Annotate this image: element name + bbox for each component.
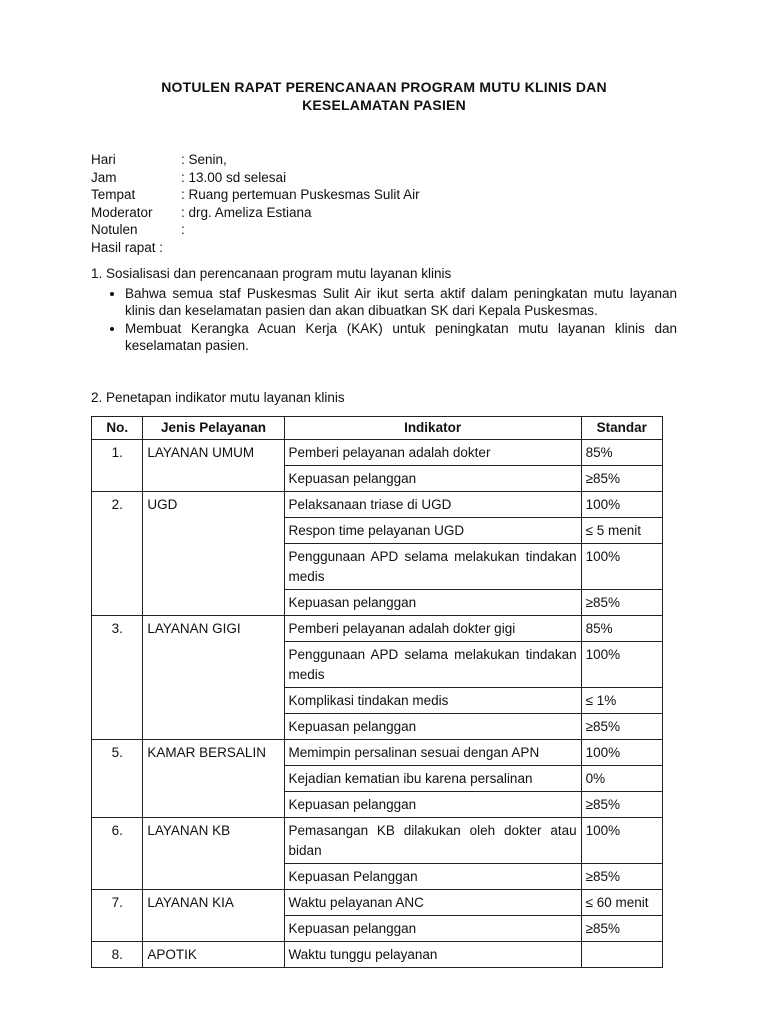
meeting-info xyxy=(91,151,420,256)
info-label: Jam xyxy=(91,169,117,185)
row-jenis: LAYANAN KIA xyxy=(143,890,284,942)
row-standar: 100% xyxy=(581,544,662,590)
row-standar: 85% xyxy=(581,616,662,642)
row-standar: ≥85% xyxy=(581,916,662,942)
header-indikator: Indikator xyxy=(284,417,581,440)
table-row xyxy=(92,740,663,766)
row-indikator: Kepuasan pelanggan xyxy=(284,792,581,818)
row-indikator: Kejadian kematian ibu karena persalinan xyxy=(284,766,581,792)
row-indikator: Kepuasan pelanggan xyxy=(284,916,581,942)
bullet-item: • Bahwa semua staf Puskesmas Sulit Air ikut serta aktif dalam peningkatan mutu layanan klinis dan keselamatan pasien dan akan dibuatkan SK dari Kepala Puskesmas. xyxy=(125,285,677,320)
table-row xyxy=(92,616,663,642)
row-jenis: LAYANAN UMUM xyxy=(143,440,284,492)
row-indikator: Respon time pelayanan UGD xyxy=(284,518,581,544)
row-standar xyxy=(581,942,662,968)
info-value: : drg. Ameliza Estiana xyxy=(181,204,312,220)
row-standar: ≥85% xyxy=(581,590,662,616)
row-jenis: LAYANAN GIGI xyxy=(143,616,284,740)
info-label: Tempat xyxy=(91,187,136,202)
row-standar: ≥85% xyxy=(581,466,662,492)
section-1 xyxy=(91,265,677,355)
row-no: 1. xyxy=(92,440,143,492)
row-jenis: UGD xyxy=(143,492,284,616)
indicator-table xyxy=(91,416,663,968)
title-line-1: NOTULEN RAPAT PERENCANAAN PROGRAM MUTU KLINIS DAN xyxy=(161,79,607,95)
row-no: 6. xyxy=(92,818,143,890)
table-row xyxy=(92,942,663,968)
info-value: : xyxy=(181,222,185,237)
row-indikator: Pemasangan KB dilakukan oleh dokter atau bidan xyxy=(284,818,581,864)
row-indikator: Waktu pelayanan ANC xyxy=(284,890,581,916)
row-no: 5. xyxy=(92,740,143,818)
section-1-heading: 1. Sosialisasi dan perencanaan program mutu layanan klinis xyxy=(91,266,452,281)
header-no: No. xyxy=(92,417,143,440)
row-standar: 85% xyxy=(581,440,662,466)
table-row xyxy=(92,818,663,864)
row-indikator: Penggunaan APD selama melakukan tindakan medis xyxy=(284,544,581,590)
header-standar: Standar xyxy=(581,417,662,440)
row-standar: ≥85% xyxy=(581,714,662,740)
row-indikator: Kepuasan Pelanggan xyxy=(284,864,581,890)
row-indikator: Kepuasan pelanggan xyxy=(284,466,581,492)
row-standar: 100% xyxy=(581,740,662,766)
table-row xyxy=(92,492,663,518)
row-indikator: Komplikasi tindakan medis xyxy=(284,688,581,714)
row-indikator: Pelaksanaan triase di UGD xyxy=(284,492,581,518)
section-1-bullets xyxy=(91,285,677,355)
row-no: 3. xyxy=(92,616,143,740)
document-title xyxy=(90,78,678,114)
row-indikator: Pemberi pelayanan adalah dokter xyxy=(284,440,581,466)
info-label: Hari xyxy=(91,152,116,167)
hasil-rapat-label: Hasil rapat : xyxy=(91,239,164,255)
row-standar: 0% xyxy=(581,766,662,792)
info-row-jam xyxy=(91,169,420,187)
info-value: : Senin, xyxy=(181,152,227,167)
info-label: Notulen xyxy=(91,222,138,237)
row-indikator: Pemberi pelayanan adalah dokter gigi xyxy=(284,616,581,642)
row-standar: ≤ 1% xyxy=(581,688,662,714)
row-jenis: KAMAR BERSALIN xyxy=(143,740,284,818)
row-no: 2. xyxy=(92,492,143,616)
info-row-tempat xyxy=(91,186,420,204)
header-jenis-pelayanan: Jenis Pelayanan xyxy=(143,417,284,440)
row-no: 8. xyxy=(92,942,143,968)
row-standar: ≥85% xyxy=(581,792,662,818)
row-standar: 100% xyxy=(581,492,662,518)
bullet-item: • Membuat Kerangka Acuan Kerja (KAK) untuk peningkatan mutu layanan klinis dan keselamatan pasien. xyxy=(125,320,677,355)
row-jenis: APOTIK xyxy=(143,942,284,968)
row-jenis: LAYANAN KB xyxy=(143,818,284,890)
table-header-row xyxy=(92,417,663,440)
section-2-heading: 2. Penetapan indikator mutu layanan klinis xyxy=(91,390,345,405)
info-label: Moderator xyxy=(91,204,153,220)
info-row-notulen xyxy=(91,221,420,239)
row-standar: 100% xyxy=(581,818,662,864)
row-indikator: Waktu tunggu pelayanan xyxy=(284,942,581,968)
table-row xyxy=(92,440,663,466)
row-standar: ≥85% xyxy=(581,864,662,890)
info-value: : 13.00 sd selesai xyxy=(181,169,287,185)
row-standar: ≤ 5 menit xyxy=(581,518,662,544)
info-row-moderator xyxy=(91,204,420,222)
row-standar: ≤ 60 menit xyxy=(581,890,662,916)
row-standar: 100% xyxy=(581,642,662,688)
row-indikator: Memimpin persalinan sesuai dengan APN xyxy=(284,740,581,766)
info-value: : Ruang pertemuan Puskesmas Sulit Air xyxy=(181,187,420,202)
title-line-2: KESELAMATAN PASIEN xyxy=(302,97,466,113)
table-row xyxy=(92,890,663,916)
row-indikator: Penggunaan APD selama melakukan tindakan medis xyxy=(284,642,581,688)
row-indikator: Kepuasan pelanggan xyxy=(284,714,581,740)
info-row-hari xyxy=(91,151,420,169)
row-indikator: Kepuasan pelanggan xyxy=(284,590,581,616)
row-no: 7. xyxy=(92,890,143,942)
